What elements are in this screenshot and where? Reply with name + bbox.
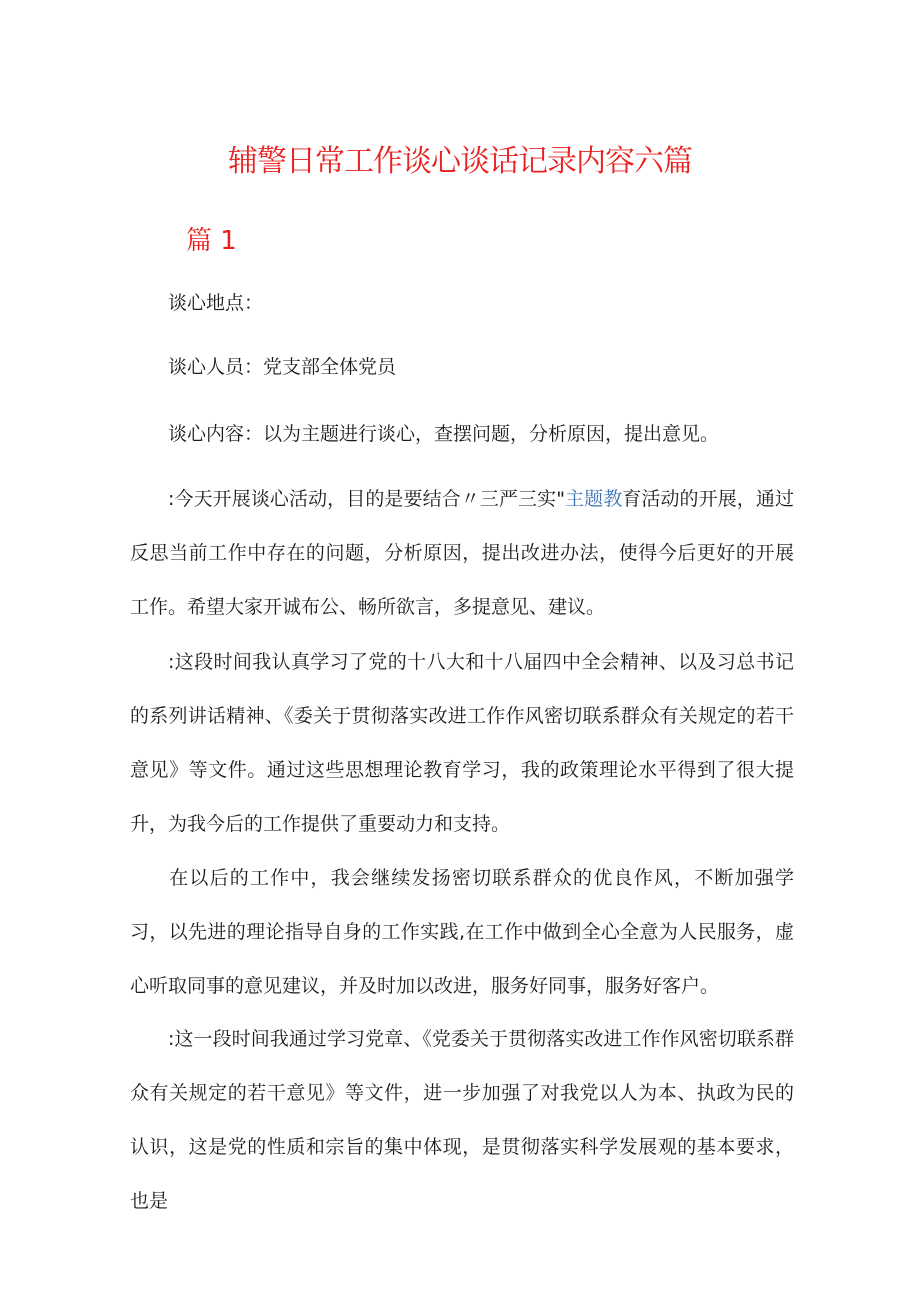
- paragraph-2: [130, 635, 794, 851]
- section-heading: 篇 1: [186, 226, 237, 256]
- paragraph-4: [130, 1012, 794, 1228]
- paragraph-4-text: :这一段时间我通过学习党章、《党委关于贯彻落实改进工作作风密切联系群众有关规定的若干意见》等文件，进一步加强了对我党以人为本、执政为民的认识，这是党的性质和宗旨的集中体现，是贯彻落实科学发展观的基本要求，也是: [130, 1028, 794, 1212]
- paragraph-1-text-b: 育活动的开展，通过反思当前工作中存在的问题，分析原因，提出改进办法，使得今后更好的开展工作。希望大家开诚布公、畅所欲言，多提意见、建议。: [130, 488, 794, 618]
- paragraph-3: [130, 851, 794, 1013]
- paragraph-2-text: :这段时间我认真学习了党的十八大和十八届四中全会精神、以及习总书记的系列讲话精神、《委关于贯彻落实改进工作作风密切联系群众有关规定的若干意见》等文件。通过这些思想理论教育学习，我的政策理论水平得到了很大提升，为我今后的工作提供了重要动力和支持。: [130, 651, 794, 835]
- topic-link[interactable]: 主题教: [564, 488, 623, 510]
- meta-place: 谈心地点：: [168, 292, 264, 314]
- paragraph-1-text-a: :今天开展谈心活动，目的是要结合〃三严三实": [168, 488, 565, 510]
- document-title: 辅警日常工作谈心谈话记录内容六篇: [228, 144, 692, 179]
- meta-people: 谈心人员：党支部全体党员: [168, 356, 397, 378]
- meta-content: 谈心内容：以为主题进行谈心，查摆问题，分析原因，提出意见。: [168, 423, 720, 445]
- paragraph-1: [130, 472, 794, 634]
- paragraph-3-text: 在以后的工作中，我会继续发扬密切联系群众的优良作风，不断加强学习，以先进的理论指导自身的工作实践,在工作中做到全心全意为人民服务，虚心听取同事的意见建议，并及时加以改进，服务好同事，服务好客户。: [130, 867, 794, 997]
